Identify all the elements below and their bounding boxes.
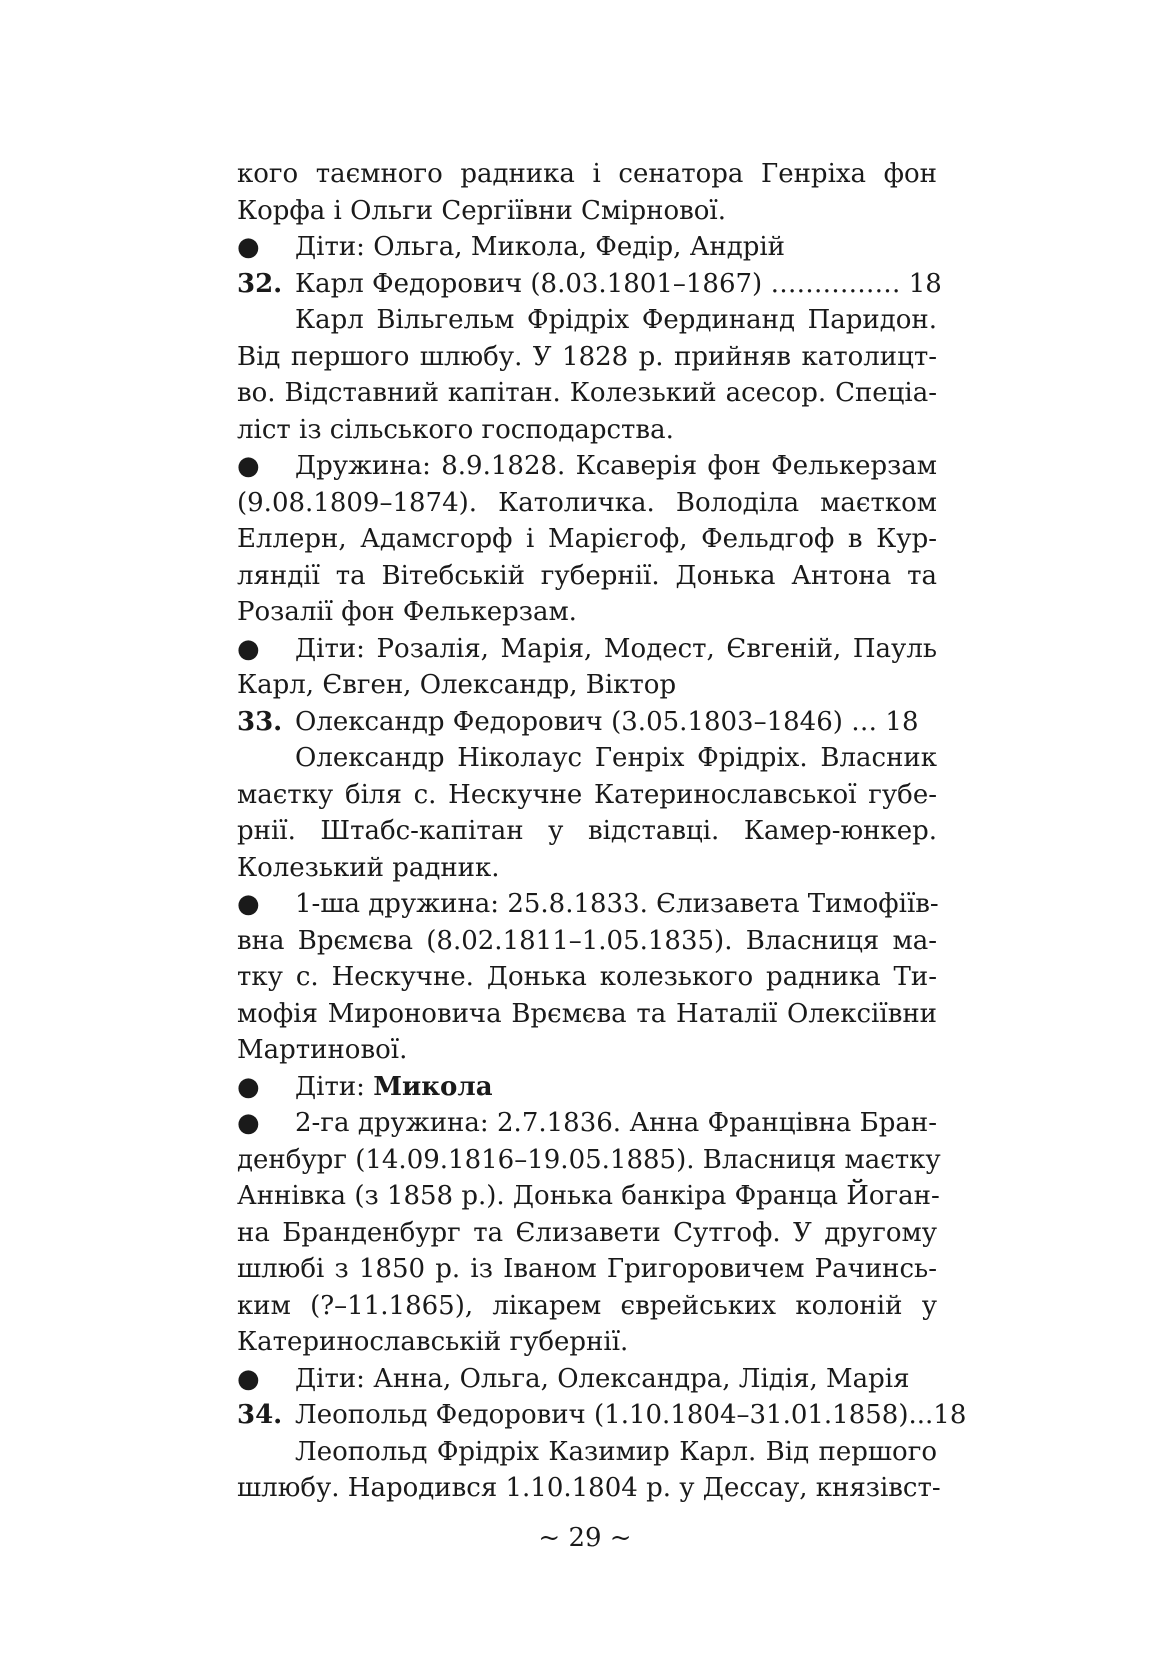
text-line: Діти: Анна, Ольга, Олександра, Лідія, Марія [295,1363,910,1394]
text-line: ліст із сільського господарства. [237,414,674,445]
children-entry [237,1069,937,1106]
spouse-entry [237,886,937,923]
spouse-entry [237,448,937,485]
entry-number: 33. [237,706,283,737]
entry-heading-32 [237,266,942,303]
page-body [237,156,967,1507]
text-line: во. Відставний капітан. Колезький асесор. Спеціа- [237,378,937,408]
text-line: Від першого шлюбу. У 1828 р. прийняв католицт- [237,341,937,372]
bullet-icon: ● [237,232,260,262]
bullet-icon: ● [237,1071,260,1102]
text-line: Катеринославській губернії. [237,1327,629,1357]
text-line: Дружина: 8.9.1828. Ксаверія фон Фелькерзам [295,451,937,481]
text-line: Олександр Ніколаус Генріх Фрідріх. Власник [295,743,937,773]
children-entry [237,631,937,668]
page-number: ~ 29 ~ [538,1523,632,1553]
text-line: Карл Вільгельм Фрідріх Фердинанд Паридон. [295,305,937,335]
text-line: Корфа і Ольги Сергіївни Смірнової. [237,195,726,226]
text-line: 1-ша дружина: 25.8.1833. Єлизавета Тимофіїв- [295,889,939,919]
bullet-icon: ● [237,633,260,664]
text-line: рнії. Штабс-капітан у відставці. Камер-юнкер. [237,816,937,846]
entry-number: 32. [237,268,283,299]
text-line: ким (?–11.1865), лікарем єврейських колоній у [237,1290,937,1321]
text-line: Леопольд Фрідріх Казимир Карл. Від першого [295,1436,937,1467]
text-line: вна Врємєва (8.02.1811–1.05.1835). Власниця ма- [237,925,937,956]
text-line: денбург (14.09.1816–19.05.1885). Власниця маєтку [237,1144,941,1175]
text-line: тку с. Нескучне. Донька колезького радника Ти- [237,962,937,992]
text-line: Розалії фон Фелькерзам. [237,597,577,627]
text-line: маєтку біля с. Нескучне Катеринославської губе- [237,779,937,810]
text-line: кого таємного радника і сенатора Генріха фон [237,159,937,189]
bullet-icon: ● [237,1108,260,1138]
bullet-icon: ● [237,451,260,481]
text-line: мофія Мироновича Врємєва та Наталії Олексіївни [237,998,937,1029]
text-line: Аннівка (з 1858 р.). Донька банкіра Франца Йоган- [237,1181,940,1211]
text-line: Колезький радник. [237,852,500,883]
text-line: Олександр Федорович (3.05.1803–1846) … 18 [295,706,919,737]
text-line: Леопольд Федорович (1.10.1804–31.01.1858)...18 [295,1400,967,1430]
children-entry [237,1361,937,1398]
text-line: 2-га дружина: 2.7.1836. Анна Францівна Бран- [295,1108,937,1138]
bullet-icon: ● [237,1363,260,1394]
text-line: Мартинової. [237,1035,408,1065]
entry-number: 34. [237,1400,283,1430]
entry-heading-34 [237,1397,967,1434]
text-line: Діти: Ольга, Микола, Федір, Андрій [295,232,786,262]
text-line: шлюбу. Народився 1.10.1804 р. у Дессау, князівст- [237,1473,941,1503]
text-line: на Бранденбург та Єлизавети Сутгоф. У другому [237,1217,937,1248]
entry-heading-33 [237,704,937,741]
bullet-icon: ● [237,889,260,919]
text-line: шлюбі з 1850 р. із Іваном Григоровичем Рачинсь- [237,1254,937,1284]
spouse-entry [237,1105,937,1142]
text-line: Діти: Розалія, Марія, Модест, Євгеній, Пауль [295,633,937,664]
child-name-bold: Микола [373,1071,493,1102]
text-line: (9.08.1809–1874). Католичка. Володіла маєтком [237,487,937,518]
text-line: ляндії та Вітебській губернії. Донька Антона та [237,560,937,591]
text-line: Еллерн, Адамсгорф і Марієгоф, Фельдгоф в Кур- [237,524,937,554]
children-entry [237,229,937,266]
text-line: Діти: [295,1071,374,1102]
text-line: Карл Федорович (8.03.1801–1867) …………… 18 [295,268,942,299]
text-line: Карл, Євген, Олександр, Віктор [237,670,677,700]
